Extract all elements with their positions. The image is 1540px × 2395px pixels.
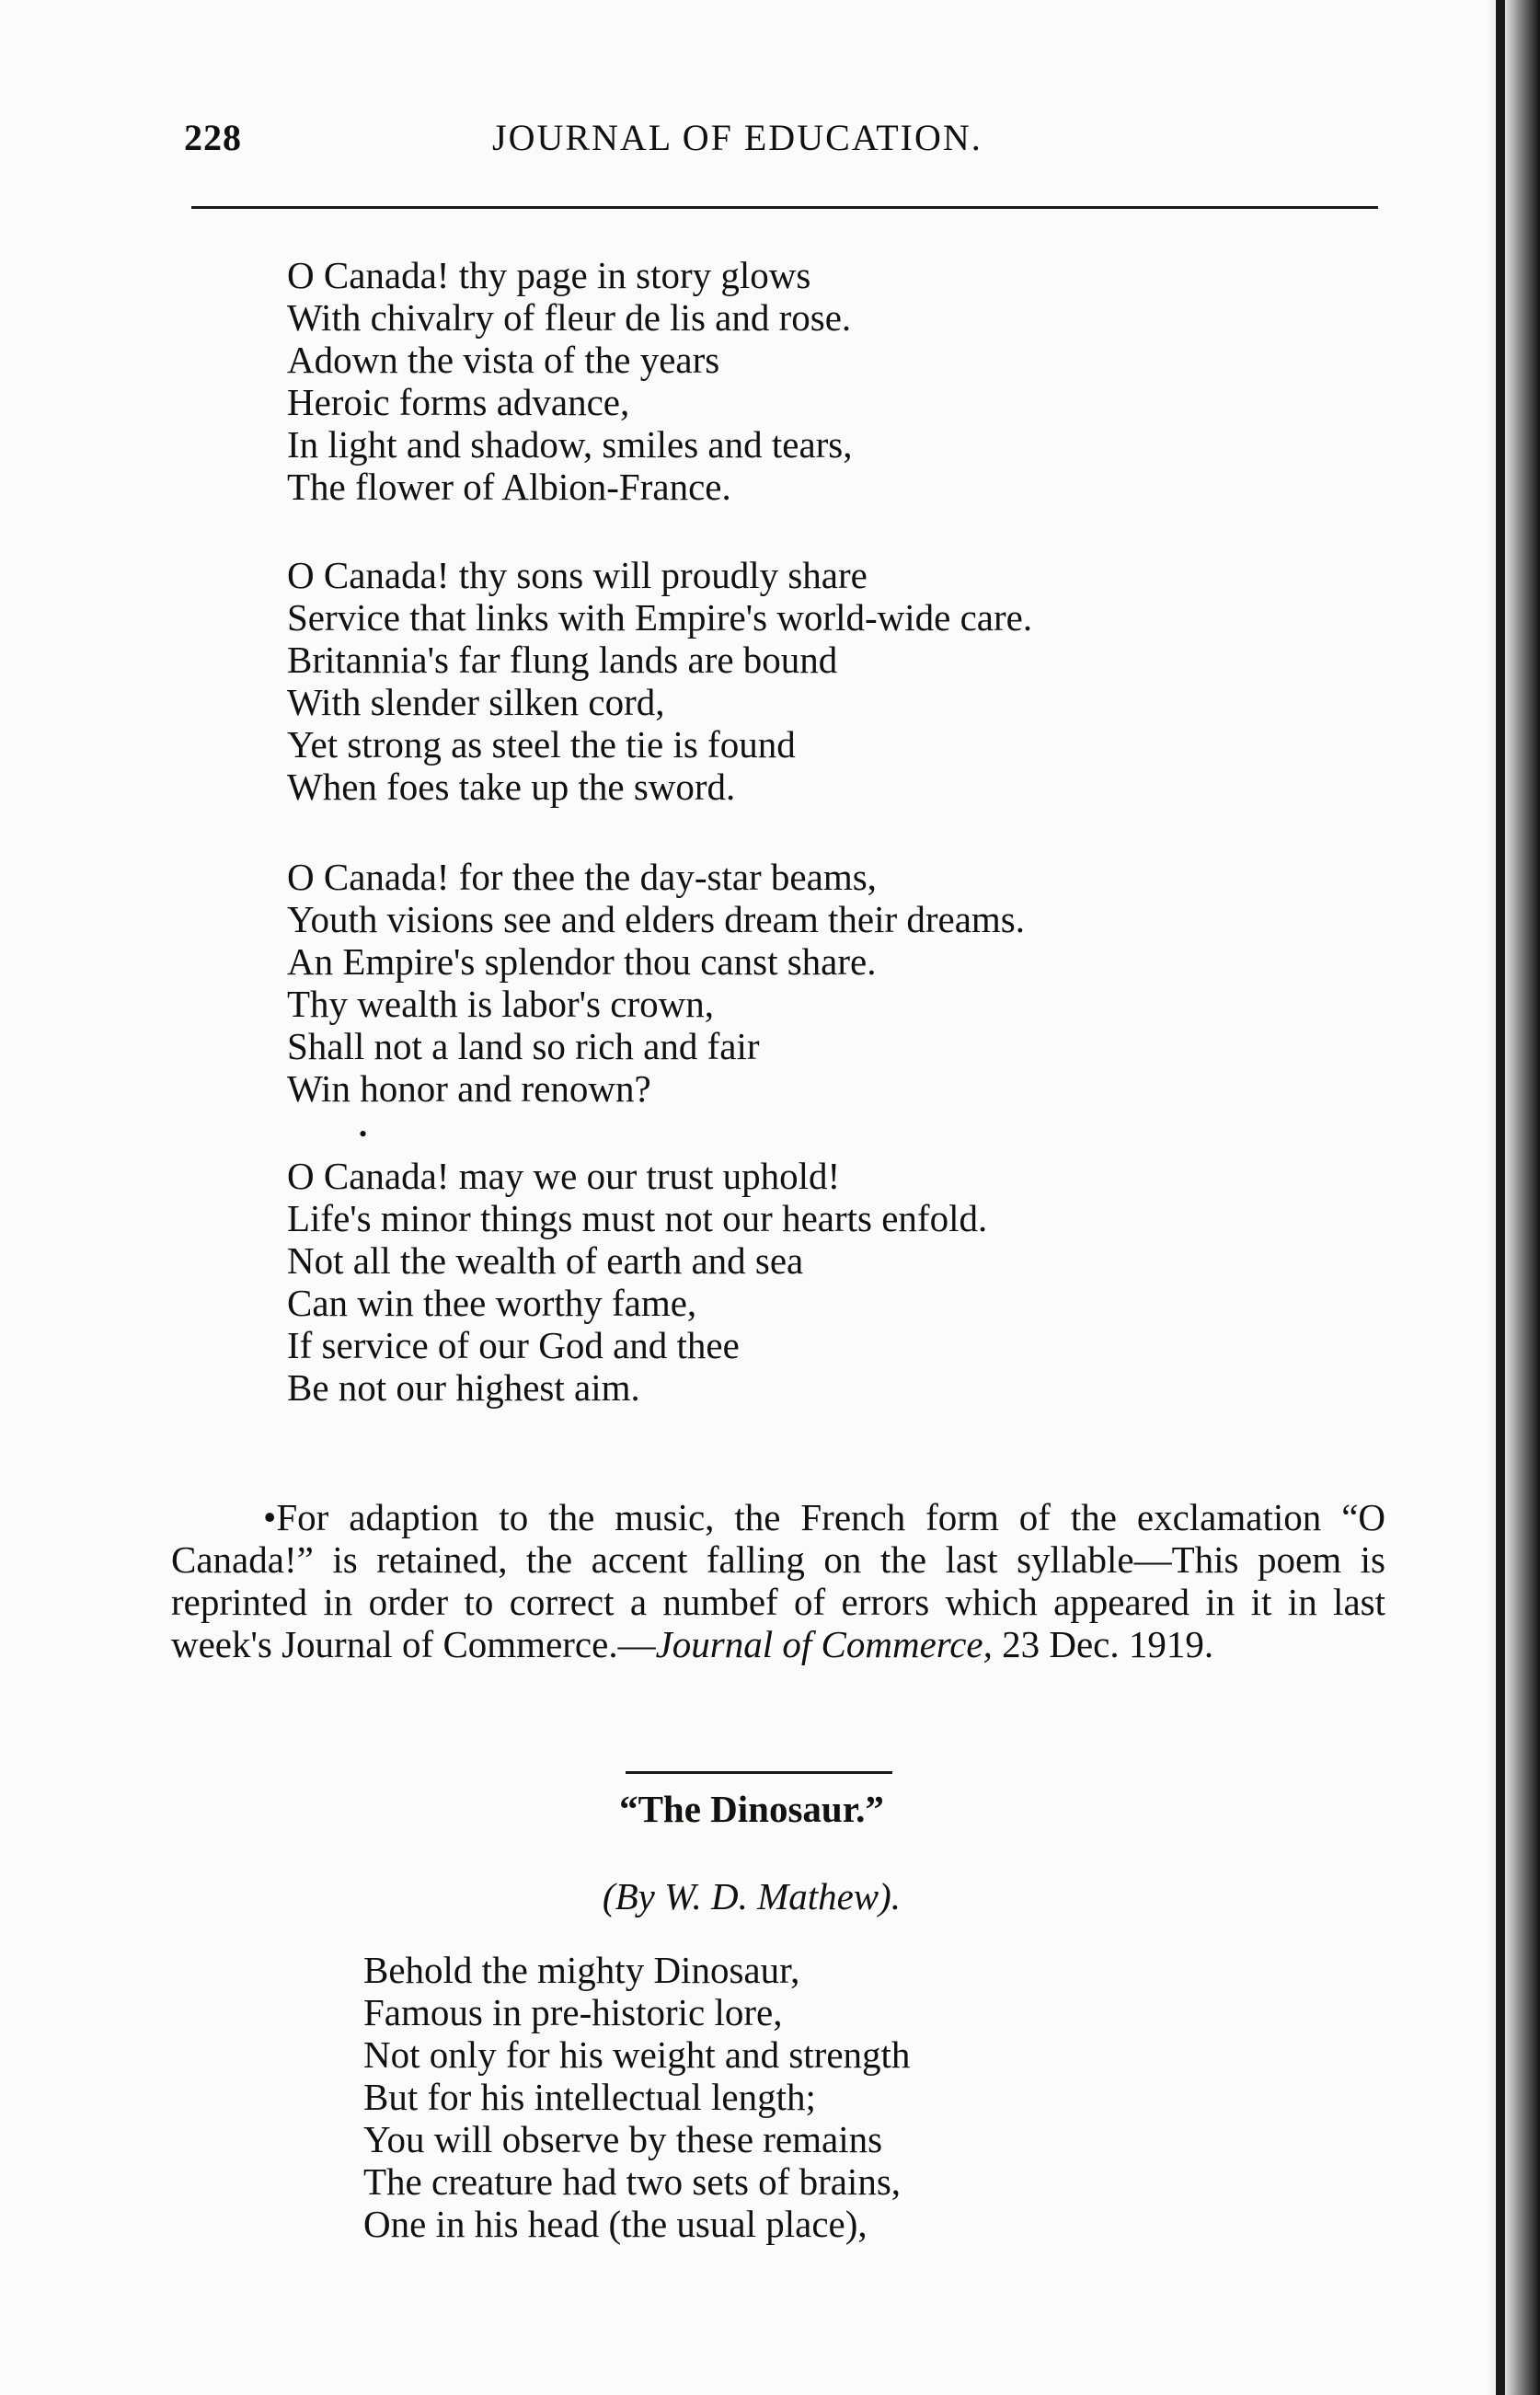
poem-line: O Canada! thy sons will proudly share: [287, 554, 868, 596]
poem-line: With slender silken cord,: [287, 681, 665, 723]
poem-line: O Canada! thy page in story glows: [287, 254, 811, 296]
journal-title: JOURNAL OF EDUCATION.: [492, 117, 983, 158]
poem-stanza-1: [287, 254, 853, 508]
section-divider: [626, 1771, 892, 1774]
poem-line: With chivalry of fleur de lis and rose.: [287, 296, 852, 339]
poem-line: Youth visions see and elders dream their dreams.: [287, 898, 1026, 940]
poem-line: An Empire's splendor thou canst share.: [287, 940, 877, 983]
poem-line: Service that links with Empire's world-wide care.: [287, 596, 1033, 639]
running-head: [184, 116, 1380, 171]
note-date: 23 Dec. 1919.: [992, 1623, 1214, 1665]
poem-line: Life's minor things must not our hearts enfold.: [287, 1197, 988, 1239]
byline-text: (By W. D. Mathew).: [602, 1875, 902, 1917]
poem-line: Adown the vista of the years: [287, 339, 720, 381]
poem-line: If service of our God and thee: [287, 1324, 740, 1366]
header-rule: [191, 206, 1378, 209]
poem-line: But for his intellectual length;: [363, 2076, 816, 2118]
poem-line: Famous in pre-historic lore,: [363, 1991, 783, 2033]
binding-shadow: [1485, 0, 1540, 2395]
poem-line: Can win thee worthy fame,: [287, 1282, 697, 1324]
section-title-text: “The Dinosaur.”: [619, 1788, 884, 1830]
note-marker: •: [263, 1496, 277, 1538]
note-source: Journal of Commerce,: [655, 1623, 993, 1665]
editorial-note: [171, 1496, 1385, 1665]
note-text: For adaption to the music, the French form of the exclamation “O Canada!” is retained, the accent falling on the last syllable—This poem is reprinted in order to correct a numbef of errors which appeared in it in last week's Journal of Commerce.—: [171, 1496, 1385, 1665]
section-title: [0, 1787, 1540, 1831]
poem-line: Win honor and renown?: [287, 1067, 651, 1110]
poem-line: The creature had two sets of brains,: [363, 2160, 902, 2203]
poem-stanza-4: [287, 1155, 987, 1409]
poem-line: Not only for his weight and strength: [363, 2033, 911, 2076]
page-number: 228: [184, 117, 242, 158]
dinosaur-poem: [363, 1949, 910, 2245]
poem-line: Behold the mighty Dinosaur,: [363, 1949, 800, 1991]
poem-line: The flower of Albion-France.: [287, 466, 731, 508]
binding-edge: [1496, 0, 1505, 2395]
poem-stanza-2: [287, 554, 1032, 808]
poem-line: O Canada! for thee the day-star beams,: [287, 856, 877, 898]
poem-stanza-3: [287, 856, 1025, 1110]
poem-line: Be not our highest aim.: [287, 1366, 640, 1409]
poem-line: One in his head (the usual place),: [363, 2203, 868, 2245]
poem-line: Thy wealth is labor's crown,: [287, 983, 714, 1025]
poem-line: You will observe by these remains: [363, 2118, 883, 2160]
poem-line: In light and shadow, smiles and tears,: [287, 423, 853, 466]
poem-line: O Canada! may we our trust uphold!: [287, 1155, 841, 1197]
poem-line: Yet strong as steel the tie is found: [287, 723, 796, 766]
footnote-marker: •: [359, 1121, 368, 1147]
poem-line: Shall not a land so rich and fair: [287, 1025, 760, 1067]
poem-line: When foes take up the sword.: [287, 766, 736, 808]
poem-line: Britannia's far flung lands are bound: [287, 639, 838, 681]
byline: [0, 1874, 1540, 1918]
poem-line: Not all the wealth of earth and sea: [287, 1239, 804, 1282]
poem-line: Heroic forms advance,: [287, 381, 630, 423]
